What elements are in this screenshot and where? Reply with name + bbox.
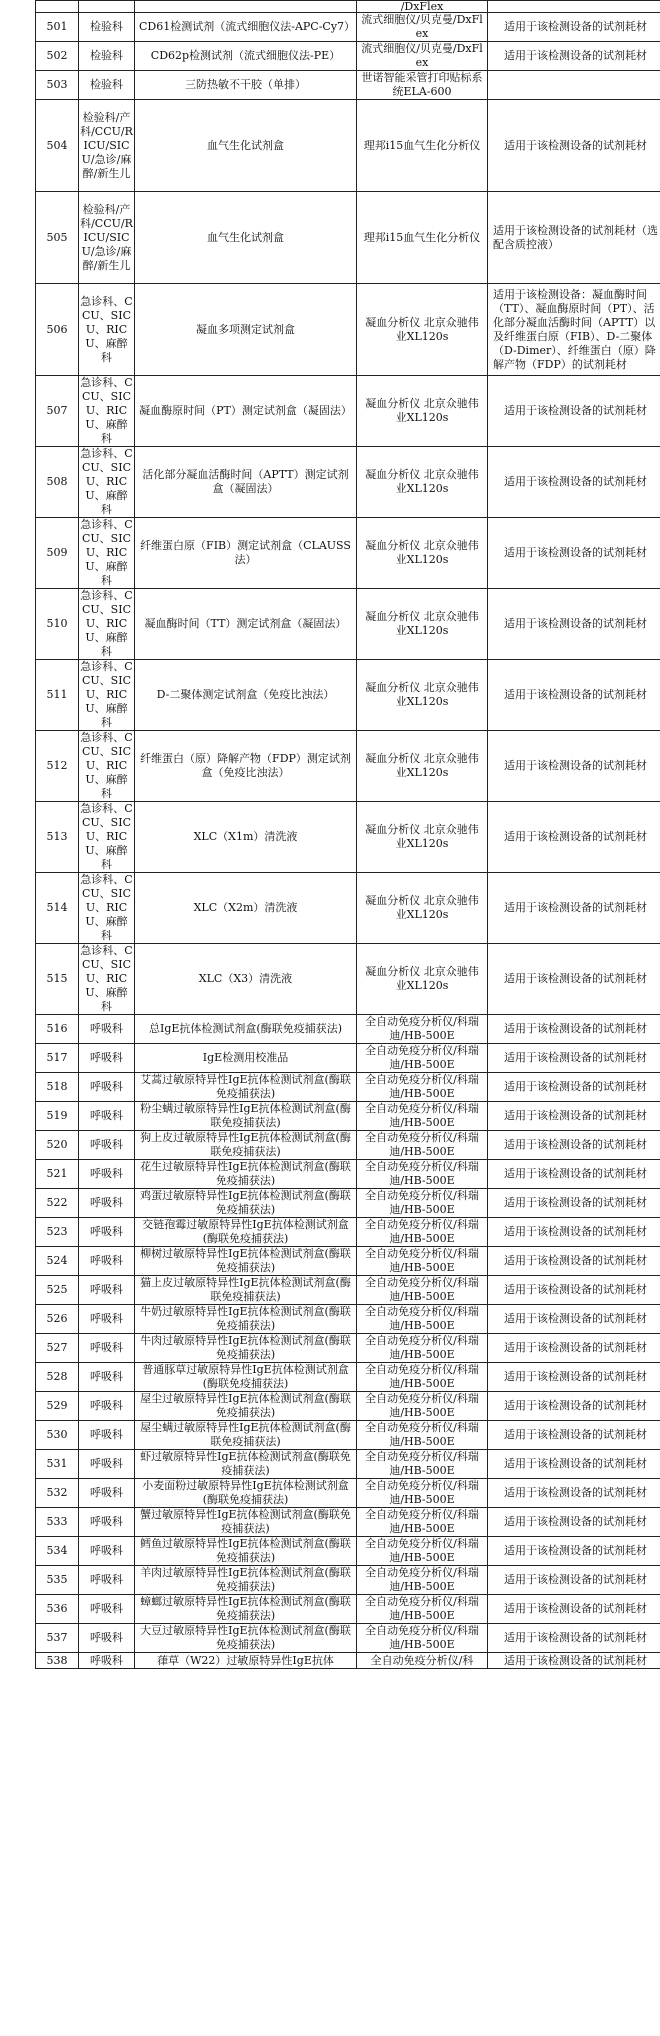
cell-usage: 适用于该检测设备的试剂耗材 bbox=[488, 1044, 660, 1073]
cell-equipment: 全自动免疫分析仪/科瑞迪/HB-500E bbox=[357, 1102, 488, 1131]
table-row bbox=[36, 192, 660, 284]
cell-empty bbox=[488, 1, 660, 13]
cell-number: 538 bbox=[36, 1653, 79, 1669]
cell-equipment: 全自动免疫分析仪/科瑞迪/HB-500E bbox=[357, 1392, 488, 1421]
cell-number: 521 bbox=[36, 1160, 79, 1189]
cell-department: 呼吸科 bbox=[79, 1189, 135, 1218]
table-row bbox=[36, 1102, 660, 1131]
cell-equipment: 凝血分析仪 北京众驰伟业XL120s bbox=[357, 447, 488, 518]
table-row bbox=[36, 1624, 660, 1653]
consumables-table bbox=[35, 0, 660, 1669]
table-row bbox=[36, 1508, 660, 1537]
cell-product-name: CD61检测试剂（流式细胞仪法-APC-Cy7） bbox=[135, 13, 357, 42]
cell-number: 504 bbox=[36, 100, 79, 192]
cell-number: 525 bbox=[36, 1276, 79, 1305]
cell-usage: 适用于该检测设备的试剂耗材 bbox=[488, 100, 660, 192]
cell-usage: 适用于该检测设备的试剂耗材 bbox=[488, 376, 660, 447]
cell-usage: 适用于该检测设备的试剂耗材 bbox=[488, 1218, 660, 1247]
table-row bbox=[36, 1131, 660, 1160]
cell-product-name: 葎草（W22）过敏原特异性IgE抗体 bbox=[135, 1653, 357, 1669]
table-row bbox=[36, 1334, 660, 1363]
cell-equipment: 全自动免疫分析仪/科瑞迪/HB-500E bbox=[357, 1566, 488, 1595]
cell-product-name: 猫上皮过敏原特异性IgE抗体检测试剂盒(酶联免疫捕获法) bbox=[135, 1276, 357, 1305]
cell-equipment: 凝血分析仪 北京众驰伟业XL120s bbox=[357, 731, 488, 802]
cell-department: 呼吸科 bbox=[79, 1160, 135, 1189]
cell-number: 503 bbox=[36, 71, 79, 100]
table-row bbox=[36, 1073, 660, 1102]
cell-equipment: 全自动免疫分析仪/科瑞迪/HB-500E bbox=[357, 1624, 488, 1653]
cell-usage: 适用于该检测设备的试剂耗材 bbox=[488, 1624, 660, 1653]
cell-product-name: 总IgE抗体检测试剂盒(酶联免疫捕获法) bbox=[135, 1015, 357, 1044]
cell-department: 呼吸科 bbox=[79, 1392, 135, 1421]
cell-equipment: 理邦i15血气生化分析仪 bbox=[357, 192, 488, 284]
cell-product-name: 花生过敏原特异性IgE抗体检测试剂盒(酶联免疫捕获法) bbox=[135, 1160, 357, 1189]
cell-number: 529 bbox=[36, 1392, 79, 1421]
cell-usage: 适用于该检测设备的试剂耗材 bbox=[488, 1160, 660, 1189]
cell-department: 呼吸科 bbox=[79, 1073, 135, 1102]
cell-department: 呼吸科 bbox=[79, 1624, 135, 1653]
cell-equipment: 全自动免疫分析仪/科瑞迪/HB-500E bbox=[357, 1450, 488, 1479]
table-row bbox=[36, 1247, 660, 1276]
cell-usage: 适用于该检测设备的试剂耗材 bbox=[488, 1653, 660, 1669]
cell-number: 519 bbox=[36, 1102, 79, 1131]
cell-product-name: 纤维蛋白原（FIB）测定试剂盒（CLAUSS法） bbox=[135, 518, 357, 589]
cell-usage: 适用于该检测设备的试剂耗材 bbox=[488, 589, 660, 660]
cell-product-name: 小麦面粉过敏原特异性IgE抗体检测试剂盒(酶联免疫捕获法) bbox=[135, 1479, 357, 1508]
cell-equipment: 全自动免疫分析仪/科瑞迪/HB-500E bbox=[357, 1247, 488, 1276]
cell-department: 呼吸科 bbox=[79, 1276, 135, 1305]
table-row bbox=[36, 802, 660, 873]
cell-equipment: 全自动免疫分析仪/科瑞迪/HB-500E bbox=[357, 1537, 488, 1566]
cell-equipment: 理邦i15血气生化分析仪 bbox=[357, 100, 488, 192]
cell-equipment: 全自动免疫分析仪/科瑞迪/HB-500E bbox=[357, 1044, 488, 1073]
table-row bbox=[36, 1392, 660, 1421]
cell-department: 急诊科、CCU、SICU、RICU、麻醉科 bbox=[80, 518, 133, 587]
cell-number: 518 bbox=[36, 1073, 79, 1102]
cell-product-name: 鸡蛋过敏原特异性IgE抗体检测试剂盒(酶联免疫捕获法) bbox=[135, 1189, 357, 1218]
table-row bbox=[36, 589, 660, 660]
cell-department: 呼吸科 bbox=[79, 1044, 135, 1073]
cell-usage: 适用于该检测设备的试剂耗材 bbox=[488, 1363, 660, 1392]
table-row bbox=[36, 1595, 660, 1624]
cell-empty bbox=[36, 1, 79, 13]
cell-equipment: 凝血分析仪 北京众驰伟业XL120s bbox=[357, 376, 488, 447]
cell-department: 急诊科、CCU、SICU、RICU、麻醉科 bbox=[80, 873, 133, 942]
table-row bbox=[36, 1160, 660, 1189]
cell-product-name: 活化部分凝血活酶时间（APTT）测定试剂盒（凝固法） bbox=[135, 447, 357, 518]
cell-department: 呼吸科 bbox=[79, 1218, 135, 1247]
cell-number: 536 bbox=[36, 1595, 79, 1624]
cell-department: 呼吸科 bbox=[79, 1305, 135, 1334]
cell-product-name: 三防热敏不干胶（单排） bbox=[135, 71, 357, 100]
cell-department: 急诊科、CCU、SICU、RICU、麻醉科 bbox=[80, 447, 133, 516]
cell-number: 505 bbox=[36, 192, 79, 284]
cell-usage: 适用于该检测设备的试剂耗材 bbox=[488, 873, 660, 944]
cell-number: 532 bbox=[36, 1479, 79, 1508]
cell-department: 急诊科、CCU、SICU、RICU、麻醉科 bbox=[80, 944, 133, 1013]
table-row bbox=[36, 1363, 660, 1392]
cell-department: 检验科 bbox=[79, 71, 135, 100]
cell-equipment: 全自动免疫分析仪/科瑞迪/HB-500E bbox=[357, 1305, 488, 1334]
cell-usage: 适用于该检测设备的试剂耗材 bbox=[488, 944, 660, 1015]
cell-product-name: 凝血酶原时间（PT）测定试剂盒（凝固法） bbox=[135, 376, 357, 447]
consumables-table-page bbox=[35, 0, 660, 1669]
cell-number: 513 bbox=[36, 802, 79, 873]
cell-product-name: 凝血多项测定试剂盒 bbox=[135, 284, 357, 376]
cell-department: 呼吸科 bbox=[79, 1247, 135, 1276]
cell-department: 呼吸科 bbox=[79, 1102, 135, 1131]
cell-department: 检验科 bbox=[79, 13, 135, 42]
cell-product-name: 纤维蛋白（原）降解产物（FDP）测定试剂盒（免疫比浊法） bbox=[135, 731, 357, 802]
table-row bbox=[36, 1015, 660, 1044]
table-row bbox=[36, 1421, 660, 1450]
cell-number: 523 bbox=[36, 1218, 79, 1247]
table-row bbox=[36, 731, 660, 802]
cell-department: 检验科 bbox=[79, 42, 135, 71]
cell-equipment: 凝血分析仪 北京众驰伟业XL120s bbox=[357, 284, 488, 376]
cell-product-name: 凝血酶时间（TT）测定试剂盒（凝固法） bbox=[135, 589, 357, 660]
table-row bbox=[36, 1189, 660, 1218]
cell-product-name: 蟑螂过敏原特异性IgE抗体检测试剂盒(酶联免疫捕获法) bbox=[135, 1595, 357, 1624]
cell-department: 呼吸科 bbox=[79, 1131, 135, 1160]
cell-department: 呼吸科 bbox=[79, 1537, 135, 1566]
cell-product-name: XLC（X3）清洗液 bbox=[135, 944, 357, 1015]
table-row bbox=[36, 1276, 660, 1305]
cell-number: 524 bbox=[36, 1247, 79, 1276]
cell-equipment: 全自动免疫分析仪/科瑞迪/HB-500E bbox=[357, 1595, 488, 1624]
cell-usage: 适用于该检测设备的试剂耗材 bbox=[488, 1479, 660, 1508]
cell-product-name: 虾过敏原特异性IgE抗体检测试剂盒(酶联免疫捕获法) bbox=[135, 1450, 357, 1479]
cell-empty bbox=[79, 1, 135, 13]
cell-usage: 适用于该检测设备的试剂耗材 bbox=[488, 1508, 660, 1537]
cell-product-name: CD62p检测试剂（流式细胞仪法-PE） bbox=[135, 42, 357, 71]
cell-number: 509 bbox=[36, 518, 79, 589]
cell-usage: 适用于该检测设备的试剂耗材 bbox=[488, 802, 660, 873]
cell-product-name: 柳树过敏原特异性IgE抗体检测试剂盒(酶联免疫捕获法) bbox=[135, 1247, 357, 1276]
cell-number: 511 bbox=[36, 660, 79, 731]
cell-number: 526 bbox=[36, 1305, 79, 1334]
cell-equipment: 凝血分析仪 北京众驰伟业XL120s bbox=[357, 802, 488, 873]
cell-product-name: D-二聚体测定试剂盒（免疫比浊法） bbox=[135, 660, 357, 731]
cell-department: 急诊科、CCU、SICU、RICU、麻醉科 bbox=[80, 731, 133, 800]
cell-usage: 适用于该检测设备的试剂耗材 bbox=[488, 660, 660, 731]
cell-usage: 适用于该检测设备的试剂耗材 bbox=[488, 1450, 660, 1479]
cell-number: 522 bbox=[36, 1189, 79, 1218]
cell-department: 呼吸科 bbox=[79, 1363, 135, 1392]
cell-number: 514 bbox=[36, 873, 79, 944]
cell-usage: 适用于该检测设备的试剂耗材 bbox=[488, 1537, 660, 1566]
cell-product-name: 狗上皮过敏原特异性IgE抗体检测试剂盒(酶联免疫捕获法) bbox=[135, 1131, 357, 1160]
cell-product-name: 粉尘螨过敏原特异性IgE抗体检测试剂盒(酶联免疫捕获法) bbox=[135, 1102, 357, 1131]
table-row bbox=[36, 873, 660, 944]
cell-number: 528 bbox=[36, 1363, 79, 1392]
cell-usage: 适用于该检测设备的试剂耗材 bbox=[488, 1566, 660, 1595]
cell-product-name: 交链孢霉过敏原特异性IgE抗体检测试剂盒(酶联免疫捕获法) bbox=[135, 1218, 357, 1247]
cell-number: 506 bbox=[36, 284, 79, 376]
cell-equipment-fragment: /DxFlex bbox=[357, 1, 488, 13]
table-row bbox=[36, 1479, 660, 1508]
cell-department: 急诊科、CCU、SICU、RICU、麻醉科 bbox=[79, 284, 135, 376]
cell-usage: 适用于该检测设备的试剂耗材 bbox=[488, 1189, 660, 1218]
cell-number: 527 bbox=[36, 1334, 79, 1363]
cell-product-name: 牛肉过敏原特异性IgE抗体检测试剂盒(酶联免疫捕获法) bbox=[135, 1334, 357, 1363]
cell-product-name: 鳕鱼过敏原特异性IgE抗体检测试剂盒(酶联免疫捕获法) bbox=[135, 1537, 357, 1566]
cell-usage: 适用于该检测设备的试剂耗材 bbox=[488, 13, 660, 42]
table-row bbox=[36, 1305, 660, 1334]
cell-product-name: 普通豚草过敏原特异性IgE抗体检测试剂盒(酶联免疫捕获法) bbox=[135, 1363, 357, 1392]
cell-equipment: 全自动免疫分析仪/科瑞迪/HB-500E bbox=[357, 1073, 488, 1102]
cell-equipment: 凝血分析仪 北京众驰伟业XL120s bbox=[357, 944, 488, 1015]
cell-equipment: 全自动免疫分析仪/科瑞迪/HB-500E bbox=[357, 1363, 488, 1392]
cell-equipment: 全自动免疫分析仪/科瑞迪/HB-500E bbox=[357, 1218, 488, 1247]
cell-usage: 适用于该检测设备的试剂耗材 bbox=[488, 447, 660, 518]
cell-usage: 适用于该检测设备的试剂耗材 bbox=[488, 1131, 660, 1160]
cell-equipment: 全自动免疫分析仪/科 bbox=[357, 1653, 488, 1669]
cell-usage: 适用于该检测设备的试剂耗材 bbox=[488, 1305, 660, 1334]
cell-department: 急诊科、CCU、SICU、RICU、麻醉科 bbox=[80, 376, 133, 445]
cell-department: 呼吸科 bbox=[79, 1450, 135, 1479]
cell-department: 检验科/产科/CCU/RICU/SICU/急诊/麻醉/新生儿 bbox=[79, 100, 135, 192]
cell-department: 呼吸科 bbox=[79, 1015, 135, 1044]
cell-department: 呼吸科 bbox=[79, 1334, 135, 1363]
table-row bbox=[36, 447, 660, 518]
cell-number: 534 bbox=[36, 1537, 79, 1566]
table-row bbox=[36, 376, 660, 447]
cell-product-name: XLC（X2m）清洗液 bbox=[135, 873, 357, 944]
cell-usage: 适用于该检测设备的试剂耗材 bbox=[488, 1276, 660, 1305]
cell-product-name: IgE检测用校准品 bbox=[135, 1044, 357, 1073]
cell-equipment: 世诺智能采管打印贴标系统ELA-600 bbox=[357, 71, 488, 100]
table-row bbox=[36, 100, 660, 192]
cell-number: 501 bbox=[36, 13, 79, 42]
cell-number: 520 bbox=[36, 1131, 79, 1160]
cell-usage: 适用于该检测设备的试剂耗材 bbox=[488, 1421, 660, 1450]
cell-product-name: 羊肉过敏原特异性IgE抗体检测试剂盒(酶联免疫捕获法) bbox=[135, 1566, 357, 1595]
table-row bbox=[36, 944, 660, 1015]
table-row bbox=[36, 1537, 660, 1566]
cell-product-name: 牛奶过敏原特异性IgE抗体检测试剂盒(酶联免疫捕获法) bbox=[135, 1305, 357, 1334]
table-row bbox=[36, 1653, 660, 1669]
cell-number: 508 bbox=[36, 447, 79, 518]
table-row bbox=[36, 13, 660, 42]
cell-department: 呼吸科 bbox=[79, 1479, 135, 1508]
cell-equipment: 全自动免疫分析仪/科瑞迪/HB-500E bbox=[357, 1479, 488, 1508]
table-row-header-fragment bbox=[36, 1, 660, 13]
table-row bbox=[36, 1450, 660, 1479]
table-row bbox=[36, 518, 660, 589]
cell-usage: 适用于该检测设备的试剂耗材 bbox=[488, 1595, 660, 1624]
cell-number: 510 bbox=[36, 589, 79, 660]
cell-usage: 适用于该检测设备的试剂耗材 bbox=[488, 731, 660, 802]
table-row bbox=[36, 1218, 660, 1247]
cell-department: 呼吸科 bbox=[79, 1421, 135, 1450]
cell-department: 呼吸科 bbox=[79, 1508, 135, 1537]
cell-number: 502 bbox=[36, 42, 79, 71]
cell-equipment: 全自动免疫分析仪/科瑞迪/HB-500E bbox=[357, 1421, 488, 1450]
cell-equipment: 凝血分析仪 北京众驰伟业XL120s bbox=[357, 873, 488, 944]
cell-product-name: 血气生化试剂盒 bbox=[135, 192, 357, 284]
cell-equipment: 全自动免疫分析仪/科瑞迪/HB-500E bbox=[357, 1508, 488, 1537]
table-row bbox=[36, 284, 660, 376]
cell-product-name: 血气生化试剂盒 bbox=[135, 100, 357, 192]
cell-usage: 适用于该检测设备的试剂耗材 bbox=[488, 518, 660, 589]
cell-product-name: 艾蒿过敏原特异性IgE抗体检测试剂盒(酶联免疫捕获法) bbox=[135, 1073, 357, 1102]
table-row bbox=[36, 660, 660, 731]
cell-equipment: 凝血分析仪 北京众驰伟业XL120s bbox=[357, 660, 488, 731]
cell-usage: 适用于该检测设备的试剂耗材 bbox=[488, 1334, 660, 1363]
cell-equipment: 凝血分析仪 北京众驰伟业XL120s bbox=[357, 589, 488, 660]
cell-usage: 适用于该检测设备：凝血酶时间（TT）、凝血酶原时间（PT）、活化部分凝血活酶时间（APTT）以及纤维蛋白原（FIB）、D-二聚体（D-Dimer）、纤维蛋白（原）降解产物（FDP）的试剂耗材 bbox=[488, 284, 660, 376]
cell-product-name: XLC（X1m）清洗液 bbox=[135, 802, 357, 873]
cell-usage: 适用于该检测设备的试剂耗材（选配含质控液） bbox=[488, 192, 660, 284]
cell-equipment: 全自动免疫分析仪/科瑞迪/HB-500E bbox=[357, 1160, 488, 1189]
cell-equipment: 全自动免疫分析仪/科瑞迪/HB-500E bbox=[357, 1334, 488, 1363]
cell-product-name: 蟹过敏原特异性IgE抗体检测试剂盒(酶联免疫捕获法) bbox=[135, 1508, 357, 1537]
cell-number: 517 bbox=[36, 1044, 79, 1073]
cell-equipment: 流式细胞仪/贝克曼/DxFlex bbox=[357, 42, 488, 71]
cell-equipment: 全自动免疫分析仪/科瑞迪/HB-500E bbox=[357, 1189, 488, 1218]
cell-number: 512 bbox=[36, 731, 79, 802]
cell-product-name: 屋尘螨过敏原特异性IgE抗体检测试剂盒(酶联免疫捕获法) bbox=[135, 1421, 357, 1450]
cell-equipment: 凝血分析仪 北京众驰伟业XL120s bbox=[357, 518, 488, 589]
cell-department: 急诊科、CCU、SICU、RICU、麻醉科 bbox=[80, 802, 133, 871]
table-body bbox=[36, 1, 660, 1669]
cell-equipment: 全自动免疫分析仪/科瑞迪/HB-500E bbox=[357, 1131, 488, 1160]
cell-product-name: 大豆过敏原特异性IgE抗体检测试剂盒(酶联免疫捕获法) bbox=[135, 1624, 357, 1653]
cell-number: 533 bbox=[36, 1508, 79, 1537]
cell-usage: 适用于该检测设备的试剂耗材 bbox=[488, 1247, 660, 1276]
cell-empty bbox=[135, 1, 357, 13]
cell-usage: 适用于该检测设备的试剂耗材 bbox=[488, 1015, 660, 1044]
table-row bbox=[36, 1566, 660, 1595]
cell-number: 537 bbox=[36, 1624, 79, 1653]
cell-number: 516 bbox=[36, 1015, 79, 1044]
cell-usage: 适用于该检测设备的试剂耗材 bbox=[488, 42, 660, 71]
cell-number: 531 bbox=[36, 1450, 79, 1479]
cell-department: 呼吸科 bbox=[79, 1653, 135, 1669]
cell-department: 急诊科、CCU、SICU、RICU、麻醉科 bbox=[80, 589, 133, 658]
table-row bbox=[36, 1044, 660, 1073]
cell-number: 530 bbox=[36, 1421, 79, 1450]
cell-number: 507 bbox=[36, 376, 79, 447]
cell-department: 检验科/产科/CCU/RICU/SICU/急诊/麻醉/新生儿 bbox=[79, 192, 135, 284]
table-row bbox=[36, 71, 660, 100]
cell-department: 呼吸科 bbox=[79, 1595, 135, 1624]
cell-usage: 适用于该检测设备的试剂耗材 bbox=[488, 1102, 660, 1131]
cell-number: 515 bbox=[36, 944, 79, 1015]
cell-number: 535 bbox=[36, 1566, 79, 1595]
cell-department: 呼吸科 bbox=[79, 1566, 135, 1595]
table-row bbox=[36, 42, 660, 71]
cell-equipment: 全自动免疫分析仪/科瑞迪/HB-500E bbox=[357, 1015, 488, 1044]
cell-usage: 适用于该检测设备的试剂耗材 bbox=[488, 1392, 660, 1421]
cell-usage: 适用于该检测设备的试剂耗材 bbox=[488, 1073, 660, 1102]
cell-equipment: 流式细胞仪/贝克曼/DxFlex bbox=[357, 13, 488, 42]
cell-equipment: 全自动免疫分析仪/科瑞迪/HB-500E bbox=[357, 1276, 488, 1305]
cell-department: 急诊科、CCU、SICU、RICU、麻醉科 bbox=[80, 660, 133, 729]
cell-product-name: 屋尘过敏原特异性IgE抗体检测试剂盒(酶联免疫捕获法) bbox=[135, 1392, 357, 1421]
cell-usage bbox=[488, 71, 660, 100]
